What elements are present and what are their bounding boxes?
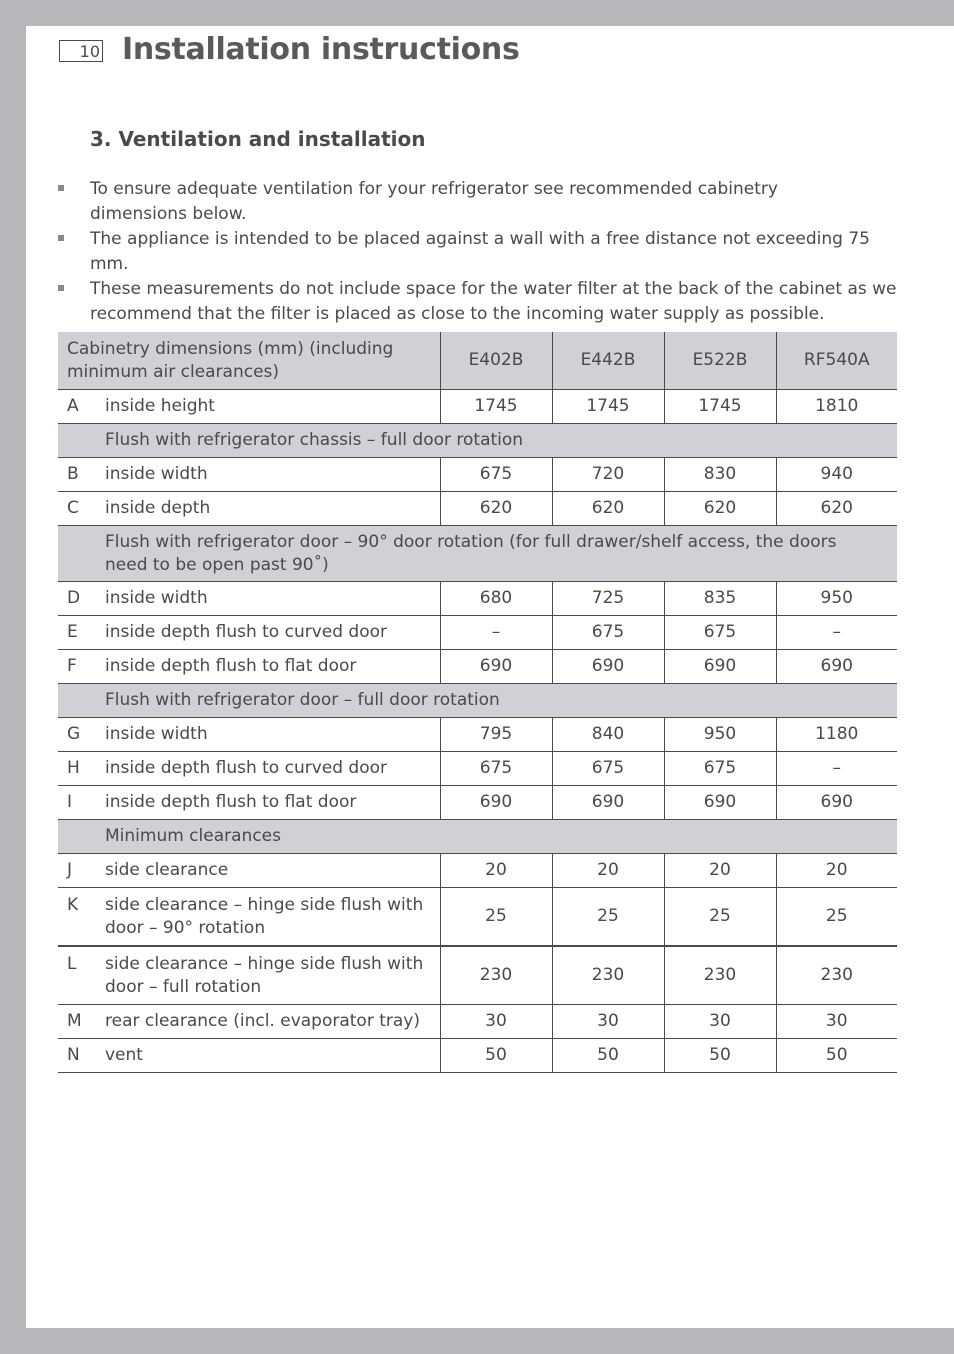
table-row: [58, 390, 897, 424]
value-cell: 675: [552, 616, 664, 650]
row-code: H: [67, 758, 80, 778]
value-cell: 795: [440, 718, 552, 752]
table-header-row: [58, 332, 897, 390]
value-cell: 690: [664, 650, 776, 684]
value-cell: 675: [552, 752, 664, 786]
row-label: inside depth flush to curved door: [105, 622, 388, 642]
row-label-cell: [58, 458, 440, 492]
row-label-cell: [58, 616, 440, 650]
value-cell: 620: [776, 492, 897, 526]
bullet-list: [58, 177, 898, 327]
list-item: [58, 277, 898, 327]
value-cell: 675: [664, 616, 776, 650]
row-code: D: [67, 588, 81, 608]
value-cell: 1810: [776, 390, 897, 424]
row-label-cell: [58, 650, 440, 684]
table-row: [58, 888, 897, 947]
table-row: [58, 718, 897, 752]
row-code: K: [67, 894, 79, 915]
table-caption: Cabinetry dimensions (mm) (including minimum air clearances): [58, 332, 440, 390]
value-cell: 835: [664, 582, 776, 616]
row-label: rear clearance (incl. evaporator tray): [105, 1011, 420, 1031]
row-code: M: [67, 1011, 82, 1031]
section-heading: 3. Ventilation and installation: [90, 127, 426, 151]
bullet-text: To ensure adequate ventilation for your refrigerator see recommended cabinetry dimensions below.: [90, 179, 778, 224]
value-cell: 830: [664, 458, 776, 492]
value-cell: 675: [440, 752, 552, 786]
row-code: A: [67, 396, 79, 416]
row-code: J: [67, 860, 73, 880]
value-cell: 50: [552, 1039, 664, 1073]
value-cell: 1745: [440, 390, 552, 424]
table-group-row: [58, 526, 897, 582]
table-row: [58, 946, 897, 1005]
value-cell: 1745: [664, 390, 776, 424]
row-code: G: [67, 724, 81, 744]
row-label: inside width: [105, 464, 208, 484]
row-code: C: [67, 498, 79, 518]
value-cell: 675: [440, 458, 552, 492]
model-header: E442B: [552, 332, 664, 390]
row-label-cell: [58, 718, 440, 752]
row-label: inside height: [105, 396, 215, 416]
row-code: N: [67, 1045, 80, 1065]
row-label: inside width: [105, 724, 208, 744]
row-label-cell: [58, 582, 440, 616]
list-item: [58, 177, 780, 227]
table-row: [58, 616, 897, 650]
model-header: E522B: [664, 332, 776, 390]
value-cell: 25: [776, 888, 897, 947]
row-label-cell: [58, 1039, 440, 1073]
bullet-text: The appliance is intended to be placed against a wall with a free distance not exceeding 75 mm.: [90, 229, 870, 274]
group-label: Minimum clearances: [58, 820, 897, 854]
row-label: side clearance – hinge side flush with door – 90° rotation: [105, 894, 424, 938]
row-label-cell: [58, 390, 440, 424]
value-cell: –: [440, 616, 552, 650]
table-group-row: [58, 684, 897, 718]
table-group-row: [58, 820, 897, 854]
row-label-cell: [58, 786, 440, 820]
value-cell: 690: [552, 650, 664, 684]
value-cell: 50: [440, 1039, 552, 1073]
value-cell: 230: [440, 946, 552, 1005]
value-cell: 50: [776, 1039, 897, 1073]
value-cell: 620: [440, 492, 552, 526]
table-row: [58, 854, 897, 888]
row-label: inside depth: [105, 498, 211, 518]
bullet-text: These measurements do not include space for the water filter at the back of the cabinet as we recommend that the filter is placed as close to the incoming water supply as possible.: [90, 279, 897, 324]
group-label: Flush with refrigerator chassis – full door rotation: [58, 424, 897, 458]
row-code: I: [67, 792, 73, 812]
bullet-square-icon: [58, 185, 64, 191]
row-label: side clearance: [105, 860, 229, 880]
value-cell: 20: [552, 854, 664, 888]
cabinetry-dimensions-table: [58, 332, 897, 1073]
model-header: E402B: [440, 332, 552, 390]
value-cell: –: [776, 752, 897, 786]
value-cell: 1180: [776, 718, 897, 752]
value-cell: 950: [664, 718, 776, 752]
value-cell: 25: [440, 888, 552, 947]
value-cell: 230: [776, 946, 897, 1005]
value-cell: 725: [552, 582, 664, 616]
value-cell: 30: [552, 1005, 664, 1039]
value-cell: 20: [440, 854, 552, 888]
row-label: side clearance – hinge side flush with door – full rotation: [105, 953, 424, 997]
value-cell: 840: [552, 718, 664, 752]
value-cell: 30: [776, 1005, 897, 1039]
table-row: [58, 458, 897, 492]
value-cell: 230: [664, 946, 776, 1005]
model-header: RF540A: [776, 332, 897, 390]
value-cell: 675: [664, 752, 776, 786]
bullet-square-icon: [58, 285, 64, 291]
value-cell: 1745: [552, 390, 664, 424]
table-row: [58, 650, 897, 684]
group-label: Flush with refrigerator door – 90° door rotation (for full drawer/shelf access, the doors need to be open past 90˚): [58, 526, 897, 582]
row-label-cell: [58, 854, 440, 888]
document-page: [26, 26, 954, 1328]
value-cell: 950: [776, 582, 897, 616]
value-cell: 50: [664, 1039, 776, 1073]
row-code: E: [67, 622, 78, 642]
value-cell: 30: [664, 1005, 776, 1039]
value-cell: 690: [664, 786, 776, 820]
row-label: inside depth flush to curved door: [105, 758, 388, 778]
table-row: [58, 1039, 897, 1073]
value-cell: 690: [440, 650, 552, 684]
row-code: B: [67, 464, 79, 484]
value-cell: 20: [776, 854, 897, 888]
value-cell: –: [776, 616, 897, 650]
row-label-cell: [58, 1005, 440, 1039]
table-row: [58, 1005, 897, 1039]
value-cell: 940: [776, 458, 897, 492]
value-cell: 25: [664, 888, 776, 947]
value-cell: 620: [552, 492, 664, 526]
row-label-cell: [58, 752, 440, 786]
value-cell: 690: [776, 786, 897, 820]
row-label-cell: [58, 492, 440, 526]
row-label-cell: [58, 946, 440, 1005]
value-cell: 720: [552, 458, 664, 492]
row-code: F: [67, 656, 77, 676]
value-cell: 690: [776, 650, 897, 684]
value-cell: 690: [552, 786, 664, 820]
value-cell: 25: [552, 888, 664, 947]
value-cell: 30: [440, 1005, 552, 1039]
row-label: inside depth flush to flat door: [105, 656, 357, 676]
value-cell: 680: [440, 582, 552, 616]
table-group-row: [58, 424, 897, 458]
value-cell: 690: [440, 786, 552, 820]
table-row: [58, 582, 897, 616]
page-title: Installation instructions: [122, 32, 520, 67]
value-cell: 20: [664, 854, 776, 888]
table-row: [58, 492, 897, 526]
row-label: inside depth flush to flat door: [105, 792, 357, 812]
list-item: [58, 227, 898, 277]
row-label: inside width: [105, 588, 208, 608]
value-cell: 230: [552, 946, 664, 1005]
page-number: 10: [59, 40, 103, 62]
table-row: [58, 752, 897, 786]
bullet-square-icon: [58, 235, 64, 241]
row-label-cell: [58, 888, 440, 947]
value-cell: 620: [664, 492, 776, 526]
group-label: Flush with refrigerator door – full door rotation: [58, 684, 897, 718]
row-code: L: [67, 953, 77, 974]
row-label: vent: [105, 1045, 143, 1065]
table-row: [58, 786, 897, 820]
